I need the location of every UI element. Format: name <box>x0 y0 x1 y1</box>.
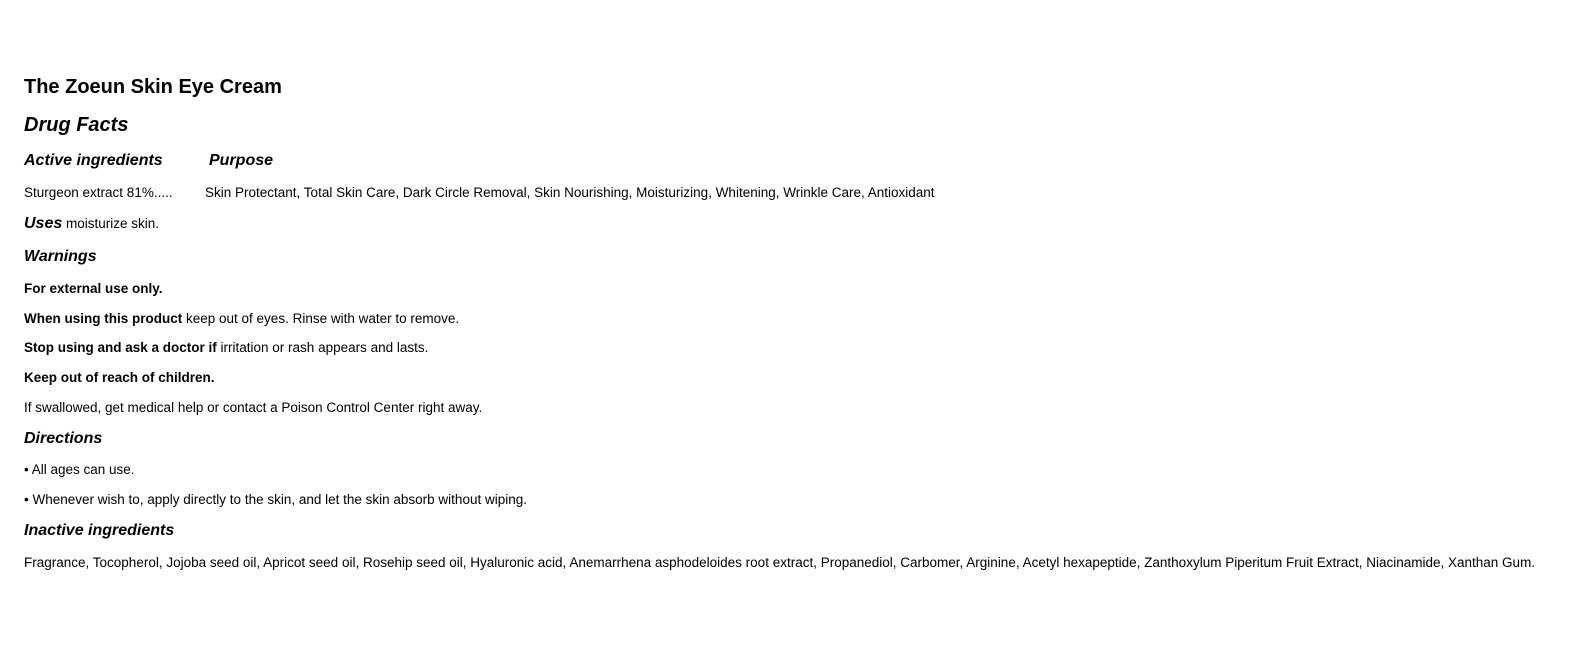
active-ingredient-purpose: Skin Protectant, Total Skin Care, Dark Circle Removal, Skin Nourishing, Moisturizing, Whitening, Wrinkle Care, Antioxidant <box>205 185 935 200</box>
when-using-label: When using this product <box>24 311 183 326</box>
keep-out-of-reach-warning: Keep out of reach of children. <box>24 370 215 385</box>
when-using-warning <box>24 311 459 326</box>
when-using-text: keep out of eyes. Rinse with water to remove. <box>182 311 460 326</box>
uses-text: moisturize skin. <box>62 216 160 231</box>
directions-item: • Whenever wish to, apply directly to the skin, and let the skin absorb without wiping. <box>24 492 527 507</box>
directions-item: • All ages can use. <box>24 462 135 477</box>
warnings-heading: Warnings <box>24 248 97 265</box>
inactive-ingredients-list: Fragrance, Tocopherol, Jojoba seed oil, Apricot seed oil, Rosehip seed oil, Hyaluronic acid, Anemarrhena asphodeloides root extract, Propanediol, Carbomer, Arginine, Acetyl hexapeptide, Zanthoxylum Piperitum Fruit Extract, Niacinamide, Xanthan Gum. <box>24 555 1536 570</box>
product-title: The Zoeun Skin Eye Cream <box>24 76 282 98</box>
external-use-warning: For external use only. <box>24 281 163 296</box>
stop-using-warning <box>24 340 428 355</box>
active-ingredients-heading: Active ingredients <box>24 152 163 169</box>
stop-using-label: Stop using and ask a doctor if <box>24 340 217 355</box>
inactive-ingredients-heading: Inactive ingredients <box>24 522 175 539</box>
stop-using-text: irritation or rash appears and lasts. <box>216 340 429 355</box>
drug-facts-heading: Drug Facts <box>24 114 129 136</box>
active-ingredients-row-header <box>24 152 274 170</box>
purpose-heading: Purpose <box>209 152 274 169</box>
uses-label: Uses <box>24 215 63 232</box>
if-swallowed-warning: If swallowed, get medical help or contact a Poison Control Center right away. <box>24 400 483 415</box>
active-ingredient-name: Sturgeon extract 81%..... <box>24 185 173 200</box>
active-ingredient-row <box>24 185 935 200</box>
uses-section <box>24 215 159 233</box>
directions-heading: Directions <box>24 430 103 447</box>
